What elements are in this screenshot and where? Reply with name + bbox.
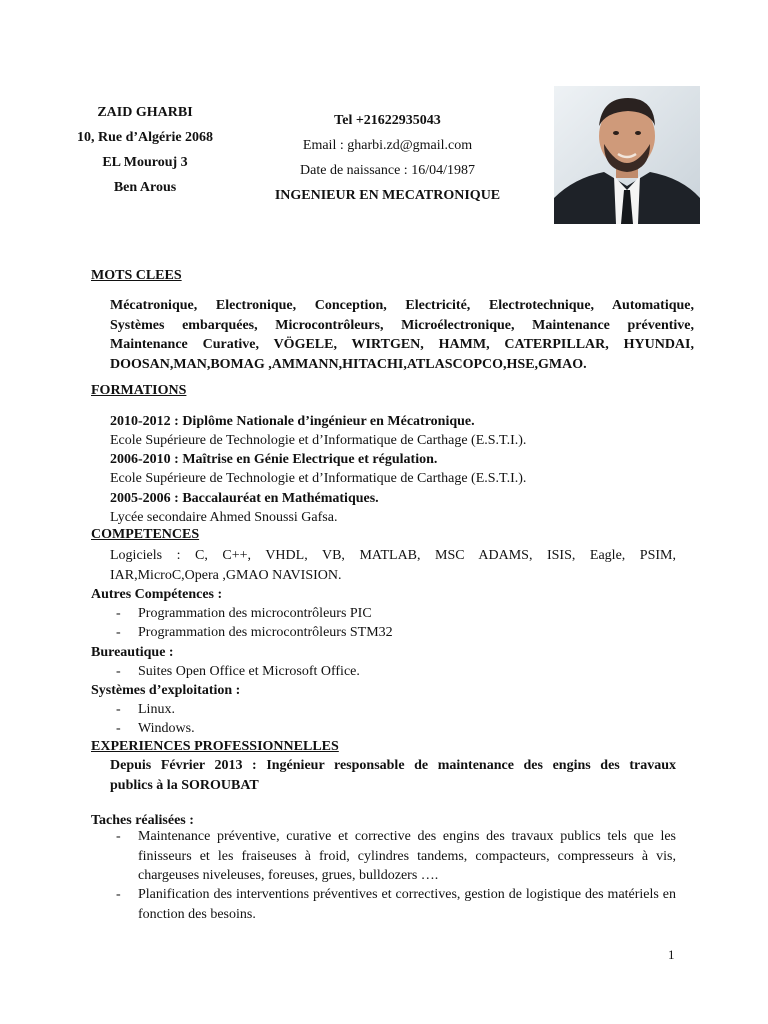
formation-school: Lycée secondaire Ahmed Snoussi Gafsa. xyxy=(110,510,338,525)
autres-competences-heading: Autres Compétences : xyxy=(91,587,223,602)
list-item: - Windows. xyxy=(116,721,195,736)
phone-number: Tel +21622935043 xyxy=(334,113,441,128)
section-heading-experiences: EXPERIENCES PROFESSIONNELLES xyxy=(91,739,339,754)
list-item: - Suites Open Office et Microsoft Office. xyxy=(116,664,360,679)
address-line: EL Mourouj 3 xyxy=(102,155,188,170)
logiciels-line: IAR,MicroC,Opera ,GMAO NAVISION. xyxy=(110,567,342,583)
candidate-name: ZAID GHARBI xyxy=(97,105,193,120)
contact-address-block xyxy=(60,100,230,200)
job-line: publics à la SOROUBAT xyxy=(110,777,259,793)
logiciels-line: Logiciels : C, C++, VHDL, VB, MATLAB, MSC ADAMS, ISIS, Eagle, PSIM, xyxy=(110,548,676,563)
formation-title: 2010-2012 : Diplôme Nationale d’ingénieur en Mécatronique. xyxy=(110,414,475,429)
list-item: - Programmation des microcontrôleurs STM32 xyxy=(116,625,393,640)
section-heading-mots-clees: MOTS CLEES xyxy=(91,268,182,283)
formation-title: 2005-2006 : Baccalauréat en Mathématiques. xyxy=(110,491,379,506)
formation-school: Ecole Supérieure de Technologie et d’Informatique de Carthage (E.S.T.I.). xyxy=(110,471,527,486)
keywords-line: Mécatronique, Electronique, Conception, Electricité, Electrotechnique, Automatique, xyxy=(110,298,694,313)
profile-photo xyxy=(554,86,700,224)
job-description xyxy=(110,756,676,795)
keywords-line: DOOSAN,MAN,BOMAG ,AMMANN,HITACHI,ATLASCOPCO,HSE,GMAO. xyxy=(110,356,587,372)
taches-heading: Taches réalisées : xyxy=(91,813,194,828)
birth-date: Date de naissance : 16/04/1987 xyxy=(300,163,475,178)
systemes-heading: Systèmes d’exploitation : xyxy=(91,683,241,698)
logiciels-paragraph xyxy=(110,546,676,585)
list-item: - Planification des interventions préventives et correctives, gestion de logistique des matériels en fonction des besoins. xyxy=(116,887,676,922)
section-heading-competences: COMPETENCES xyxy=(91,527,200,542)
job-line: Depuis Février 2013 : Ingénieur responsable de maintenance des engins des travaux xyxy=(110,758,676,773)
keywords-paragraph xyxy=(110,296,694,374)
contact-info-block xyxy=(250,108,525,208)
list-item: - Linux. xyxy=(116,702,175,717)
bureautique-heading: Bureautique : xyxy=(91,645,174,660)
job-title: INGENIEUR EN MECATRONIQUE xyxy=(274,188,501,203)
address-line: 10, Rue d’Algérie 2068 xyxy=(76,130,214,145)
list-item: - Maintenance préventive, curative et corrective des engins des travaux publics tels que les finisseurs et les fraiseuses à froid, cylindres tandems, compacteurs, compresseurs à vis, chargeuses niveleuses, foreuses, grues, bulldozers …. xyxy=(116,829,676,883)
formation-school: Ecole Supérieure de Technologie et d’Informatique de Carthage (E.S.T.I.). xyxy=(110,433,527,448)
list-item: - Programmation des microcontrôleurs PIC xyxy=(116,606,372,621)
section-heading-formations: FORMATIONS xyxy=(91,383,187,398)
keywords-line: Systèmes embarquées, Microcontrôleurs, Microélectronique, Maintenance préventive, xyxy=(110,317,694,333)
address-line: Ben Arous xyxy=(113,180,177,195)
page-number: 1 xyxy=(668,947,675,962)
person-portrait-icon xyxy=(554,86,700,224)
keywords-line: Maintenance Curative, VÖGELE, WIRTGEN, HAMM, CATERPILLAR, HYUNDAI, xyxy=(110,337,694,352)
formation-title: 2006-2010 : Maîtrise en Génie Electrique et régulation. xyxy=(110,452,438,467)
email-address: Email : gharbi.zd@gmail.com xyxy=(302,138,473,153)
